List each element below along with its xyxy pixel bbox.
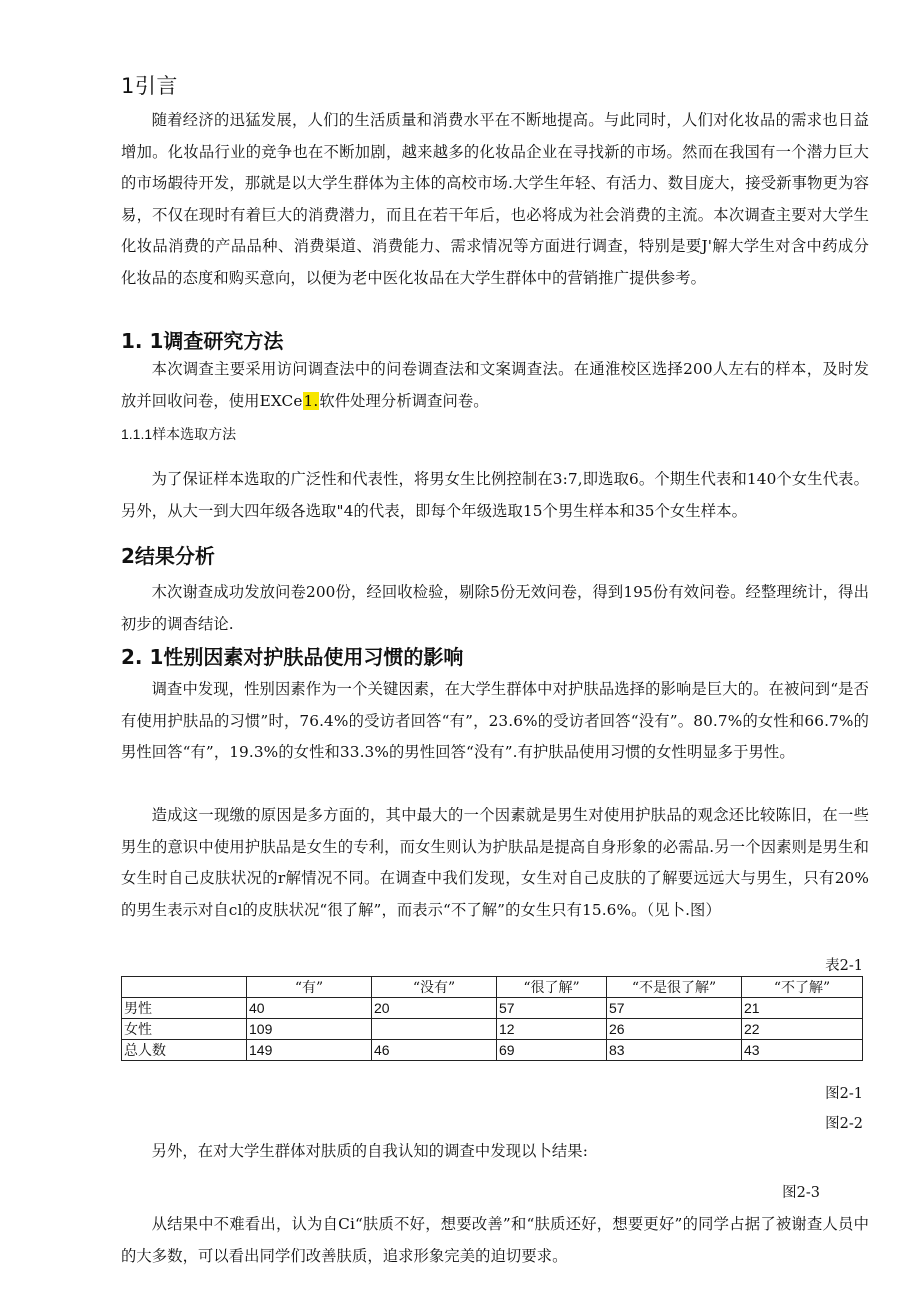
table-cell: 女性 xyxy=(122,1019,247,1040)
conclusion-paragraph: 从结果中不难看出，认为自Ci“肤质不好，想要改善”和“肤质还好，想要更好”的同学占据了被谢查人员中的大多数，可以看出同学们改善肤质，追求形象完美的迫切要求。 xyxy=(121,1215,869,1265)
table-cell: 总人数 xyxy=(122,1040,247,1061)
intro-paragraph: 随着经济的迅猛发展，人们的生活质量和消费水平在不断地提高。与此同时，人们对化妆品的需求也日益增加。化妆品行业的竞争也在不断加剧，越来越多的化妆品企业在寻找新的市场。然而在我国有一个潜力巨大的市场嘏待开发，那就是以大学生群体为主体的高校市场.大学生年轻、有活力、数目庞大，接受新事物更为容易，不仅在现时有着巨大的消费潜力，而且在若干年后，也必将成为社会消费的主流。本次调查主要对大学生化妆品消费的产品品种、消费渠道、消费能力、需求情况等方面进行调查，特别是要J'解大学生对含中药成分化妆品的态度和购买意向，以便为老中医化妆品在大学生群体中的营销推广提供参考。 xyxy=(121,111,869,287)
table-cell: 109 xyxy=(247,1019,372,1040)
figure-2-1-caption: 图2-1 xyxy=(825,1086,863,1102)
figure-2-3-caption: 图2-3 xyxy=(782,1185,820,1201)
table-row xyxy=(122,998,863,1019)
table-cell: 20 xyxy=(372,998,497,1019)
table-header-cell: “不是很了解” xyxy=(607,977,742,998)
table-caption: 表2-1 xyxy=(825,958,863,974)
table-row xyxy=(122,1040,863,1061)
table-cell: 57 xyxy=(607,998,742,1019)
section-1-1-heading: 1. 1调查研究方法 xyxy=(121,329,284,353)
sampling-paragraph: 为了保证样本选取的广泛性和代表性，将男女生比例控制在3:7,即选取6。个期生代表和140个女生代表。另外，从大一到大四年级各选取"4的代表，即每个年级选取15个男生样本和35个女生样本。 xyxy=(121,470,869,520)
table-cell: 40 xyxy=(247,998,372,1019)
table-cell: 57 xyxy=(497,998,607,1019)
table-row xyxy=(122,1019,863,1040)
gender-paragraph-1: 调查中发现，性别因素作为一个关键因素，在大学生群体中对护肤品选择的影响是巨大的。在被问到“是否有使用护肤品的习惯”时，76.4%的受访者回答“有”，23.6%的受访者回答“没有”。80.7%的女性和66.7%的男性回答“有”，19.3%的女性和33.3%的男性回答“没有”.有护肤品使用习惯的女性明显多于男性。 xyxy=(121,680,869,761)
table-cell: 26 xyxy=(607,1019,742,1040)
results-paragraph: 木次谢查成功发放问卷200份，经回收检验，剔除5份无效问卷，得到195份有效问卷。经整理统计，得出初步的调杳结论. xyxy=(121,583,869,633)
method-paragraph xyxy=(121,354,869,417)
gender-paragraph-2: 造成这一现缴的原因是多方面的，其中最大的一个因素就是男生对使用护肤品的观念还比较陈旧，在一些男生的意识中使用护肤品是女生的专利，而女生则认为护肤品是提高自身形象的必需品.另一个因素则是男生和女生时自己皮肤状况的r解情况不同。在调查中我们发现，女生对自己皮肤的了解要远远大与男生，只有20%的男生表示对自cl的皮肤状况“很了解”，而表示“不了解”的女生只有15.6%。（见卜.图） xyxy=(121,806,869,919)
table-header-cell xyxy=(122,977,247,998)
table-cell: 43 xyxy=(742,1040,863,1061)
table-cell: 69 xyxy=(497,1040,607,1061)
table-header-row xyxy=(122,977,863,998)
table-cell: 21 xyxy=(742,998,863,1019)
table-header-cell: “不了解” xyxy=(742,977,863,998)
method-text-after: 软件处理分析调查问卷。 xyxy=(319,391,489,410)
section-2-heading: 2结果分析 xyxy=(121,544,215,568)
table-cell xyxy=(372,1019,497,1040)
survey-table xyxy=(121,976,863,1061)
table-cell: 83 xyxy=(607,1040,742,1061)
table-header-cell: “有” xyxy=(247,977,372,998)
table-header-cell: “没有” xyxy=(372,977,497,998)
figure-2-2-caption: 图2-2 xyxy=(825,1116,863,1132)
section-2-1-heading: 2. 1性别因素对护肤品使用习惯的影响 xyxy=(121,645,464,669)
table-cell: 男性 xyxy=(122,998,247,1019)
table-cell: 46 xyxy=(372,1040,497,1061)
section-1-heading: 1引言 xyxy=(121,74,178,98)
table-cell: 149 xyxy=(247,1040,372,1061)
table-cell: 22 xyxy=(742,1019,863,1040)
section-1-1-1-heading: 1.1.1样本选取方法 xyxy=(121,426,237,442)
table-header-cell: “很了解” xyxy=(497,977,607,998)
method-text-before: 本次调查主要采用访问调查法中的问卷调查法和文案调查法。在通淮校区选择200人左右的样本，及时发放并回收问卷，使用EXCe xyxy=(121,360,869,410)
table-cell: 12 xyxy=(497,1019,607,1040)
skin-awareness-paragraph: 另外，在对大学生群体对肤质的自我认知的调查中发现以卜结果: xyxy=(151,1142,588,1160)
highlighted-text: 1. xyxy=(303,391,319,410)
